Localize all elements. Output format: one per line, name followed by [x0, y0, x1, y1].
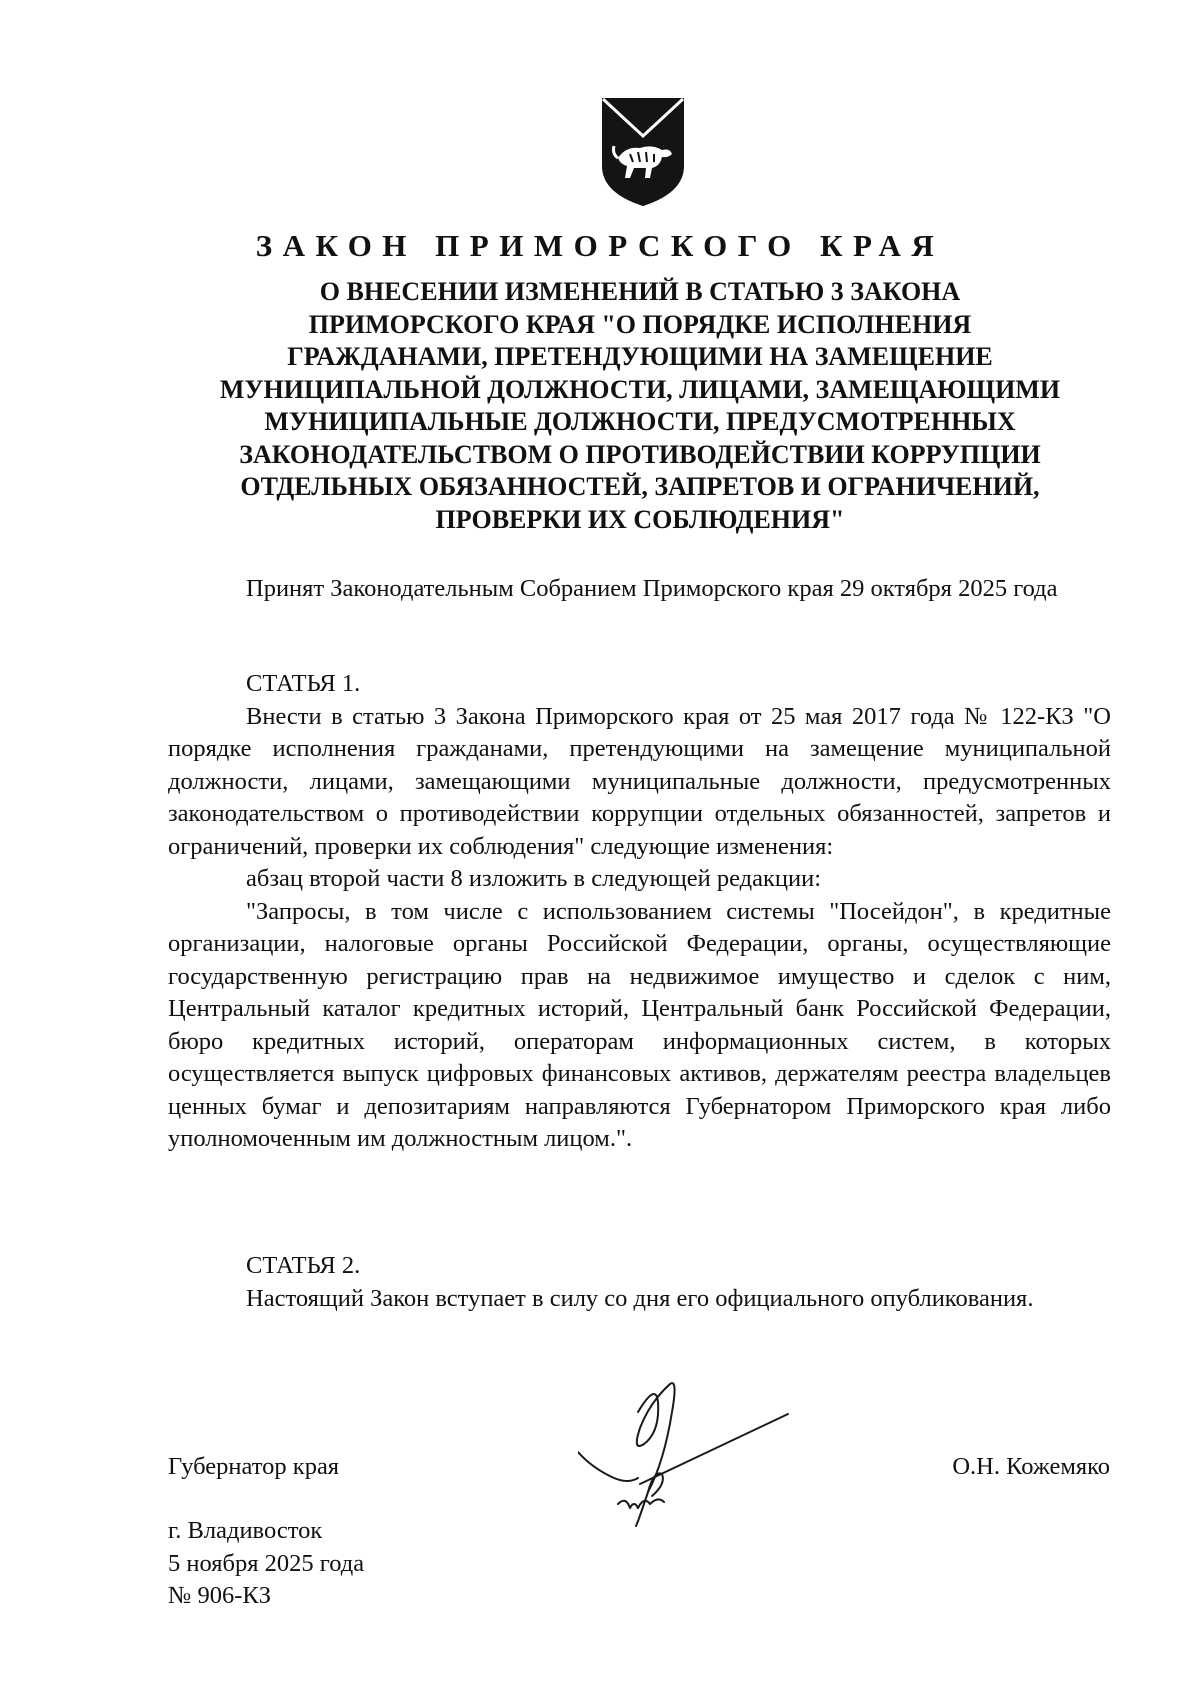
coat-of-arms-icon	[600, 96, 686, 208]
signatory-position: Губернатор края	[168, 1453, 340, 1480]
law-title-line: ПРОВЕРКИ ИХ СОБЛЮДЕНИЯ"	[435, 504, 845, 534]
signature-image	[578, 1372, 798, 1537]
law-title-line: МУНИЦИПАЛЬНЫЕ ДОЛЖНОСТИ, ПРЕДУСМОТРЕННЫХ	[264, 407, 1016, 436]
document-kind-heading: ЗАКОН ПРИМОРСКОГО КРАЯ	[255, 228, 945, 263]
adoption-note: Принят Законодательным Собранием Приморского края 29 октября 2025 года	[246, 575, 1058, 602]
signing-date: 5 ноября 2025 года	[168, 1549, 365, 1577]
article-1-paragraph: абзац второй части 8 изложить в следующей редакции:	[246, 865, 822, 892]
article-1-paragraph: "Запросы, в том числе с использованием системы "Посейдон", в кредитные организации, налоговые органы Российской Федерации, органы, осуществляющие государственную регистрацию прав на недвижимое имущество и сделок с ним, Центральный каталог кредитных историй, Центральный банк Российской Федерации, бюро кредитных историй, операторам информационных систем, в которых осуществляется выпуск цифровых финансовых активов, держателям реестра владельцев ценных бумаг и депозитариям направляются Губернатором Приморского края либо уполномоченным им должностным лицом.".	[168, 897, 1111, 1152]
law-title-line: О ВНЕСЕНИИ ИЗМЕНЕНИЙ В СТАТЬЮ 3 ЗАКОНА	[319, 277, 961, 306]
law-title-line: МУНИЦИПАЛЬНОЙ ДОЛЖНОСТИ, ЛИЦАМИ, ЗАМЕЩАЮЩИМИ	[219, 374, 1061, 404]
law-title	[170, 276, 1110, 536]
article-2-heading: СТАТЬЯ 2.	[246, 1252, 361, 1279]
article-2-paragraph: Настоящий Закон вступает в силу со дня его официального опубликования.	[246, 1284, 1034, 1312]
signatory-name: О.Н. Кожемяко	[952, 1453, 1110, 1480]
law-title-line: ЗАКОНОДАТЕЛЬСТВОМ О ПРОТИВОДЕЙСТВИИ КОРРУПЦИИ	[239, 439, 1041, 469]
signing-details	[168, 1515, 364, 1613]
article-1-paragraph: Внести в статью 3 Закона Приморского края от 25 мая 2017 года № 122-КЗ "О порядке исполнения гражданами, претендующими на замещение муниципальной должности, лицами, замещающими муниципальные должности, предусмотренных законодательством о противодействии коррупции отдельных обязанностей, запретов и ограничений, проверки их соблюдения" следующие изменения:	[168, 702, 1111, 860]
law-title-line: ОТДЕЛЬНЫХ ОБЯЗАННОСТЕЙ, ЗАПРЕТОВ И ОГРАНИЧЕНИЙ,	[240, 472, 1040, 501]
article-1-heading: СТАТЬЯ 1.	[246, 670, 361, 697]
article-1	[168, 668, 1111, 1156]
law-title-line: ГРАЖДАНАМИ, ПРЕТЕНДУЮЩИМИ НА ЗАМЕЩЕНИЕ	[287, 342, 993, 371]
article-2	[168, 1250, 1111, 1315]
signing-place: г. Владивосток	[168, 1517, 323, 1544]
law-number: № 906-КЗ	[168, 1582, 272, 1609]
law-title-line: ПРИМОРСКОГО КРАЯ "О ПОРЯДКЕ ИСПОЛНЕНИЯ	[308, 309, 972, 339]
